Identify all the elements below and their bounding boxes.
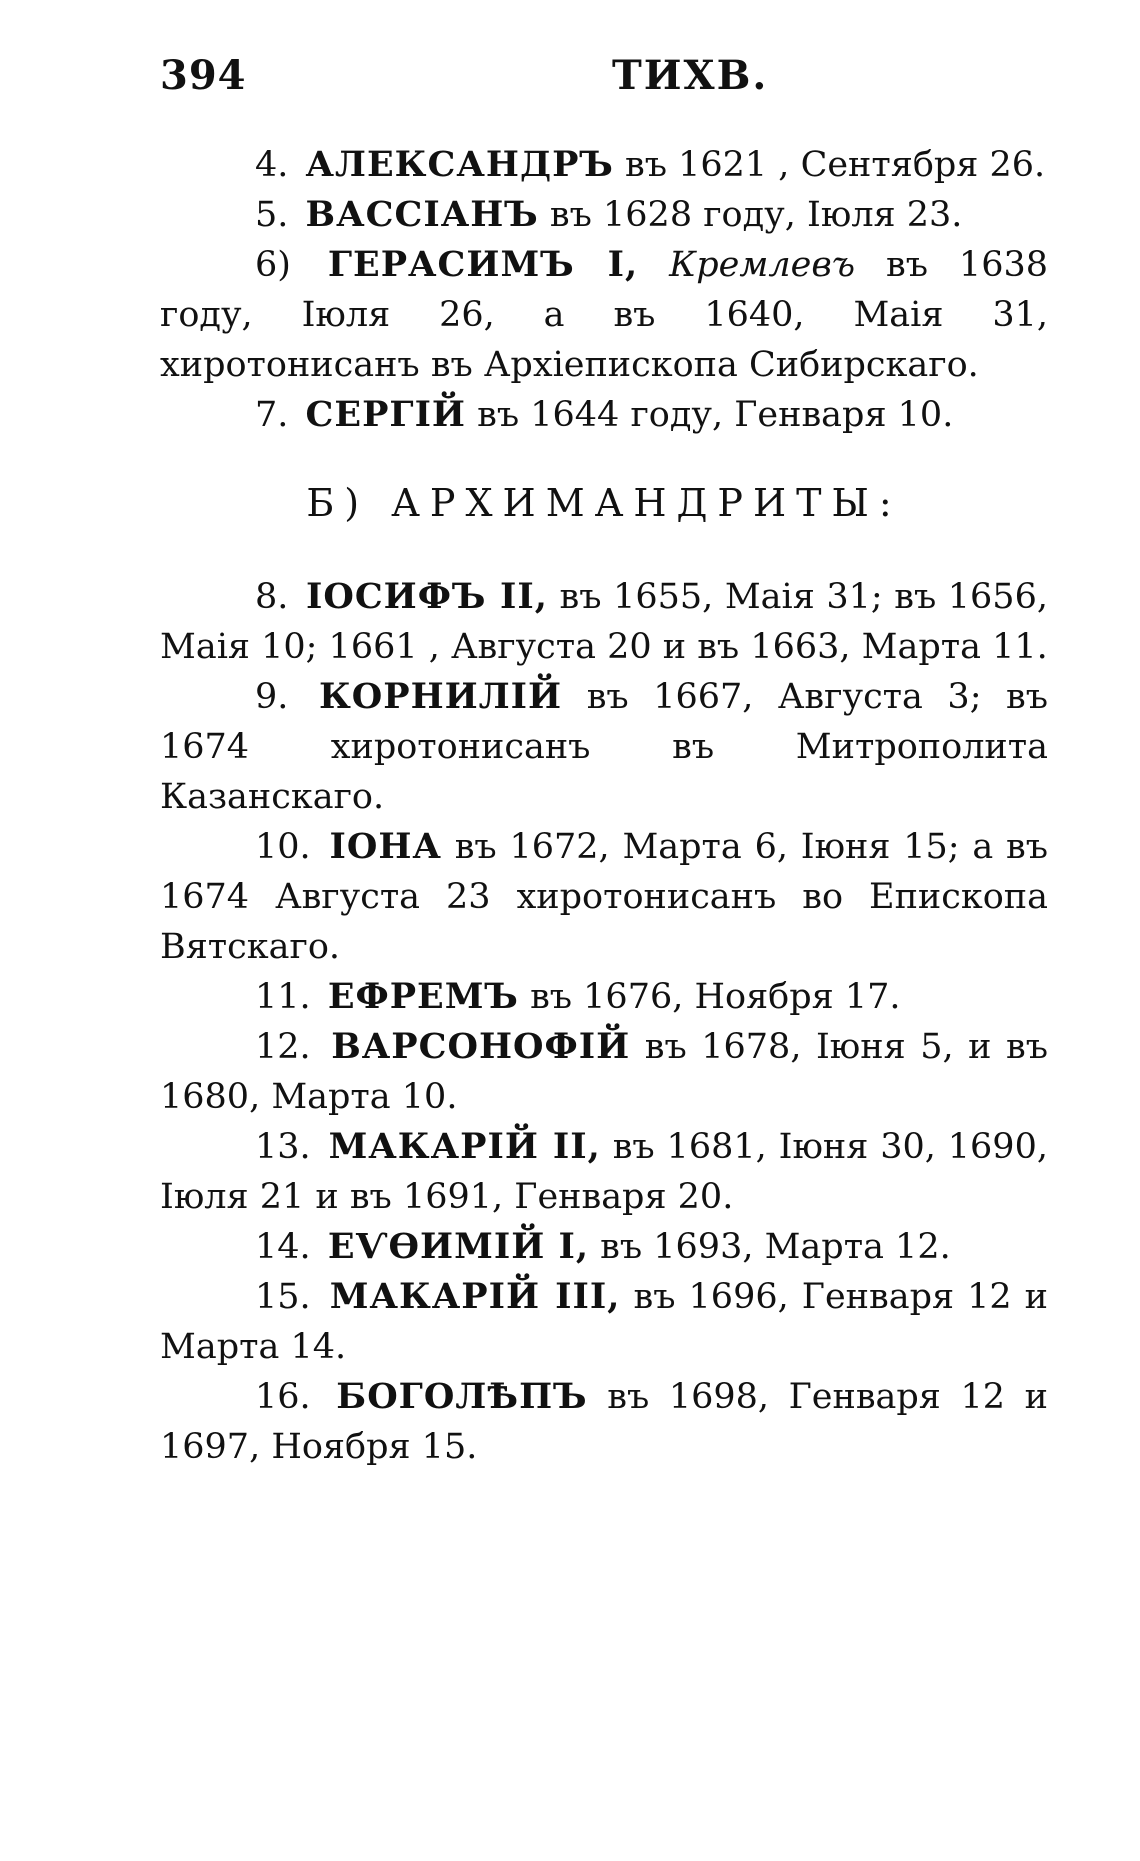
entry-text: въ 1672, Марта 6, Іюня 15; а въ 1674 Августа 23 хиротонисанъ во Епископа Вятскаго.: [160, 827, 1048, 967]
entry-number: 5.: [255, 195, 289, 235]
entry-name: СЕРГІЙ: [305, 394, 467, 435]
list-item: [160, 1372, 1048, 1472]
entry-number: 4.: [255, 145, 289, 185]
entry-text: въ 1628 году, Іюля 23.: [549, 195, 963, 235]
entry-name: АЛЕКСАНДРЪ: [305, 144, 614, 185]
entry-name: ЕФРЕМЪ: [327, 976, 519, 1017]
entry-name: ВАССІАНЪ: [305, 194, 539, 235]
list-item: [160, 672, 1048, 822]
list-item: [160, 240, 1048, 390]
entry-name: МАКАРІЙ III,: [329, 1276, 621, 1317]
entry-text: въ 1667, Августа 3; въ 1674 хиротонисанъ въ Митрополита Казанскаго.: [160, 677, 1048, 817]
list-item: [160, 190, 1048, 240]
entry-number: 10.: [255, 827, 311, 867]
entry-name: ГЕРАСИМЪ I,: [327, 244, 639, 285]
list-item: [160, 1272, 1048, 1372]
entry-name: ВАРСОНОФІЙ: [331, 1026, 631, 1067]
entry-number: 12.: [255, 1027, 311, 1067]
entry-text: въ 1681, Іюня 30, 1690, Іюля 21 и въ 1691, Генваря 20.: [160, 1127, 1048, 1217]
list-item: [160, 1022, 1048, 1122]
entry-text: въ 1621 , Сентября 26.: [625, 145, 1046, 185]
entry-name: ЕѴѲИМІЙ I,: [327, 1226, 590, 1267]
entry-text: въ 1638 году, Іюля 26, а въ 1640, Маія 31, хиротонисанъ въ Архіепископа Сибирскаго.: [160, 245, 1048, 385]
list-item: [160, 572, 1048, 672]
list-item: [160, 390, 1048, 440]
entry-text: въ 1693, Марта 12.: [600, 1227, 951, 1267]
entry-text: въ 1655, Маія 31; въ 1656, Маія 10; 1661 , Августа 20 и въ 1663, Марта 11.: [160, 577, 1048, 667]
page-body: [160, 140, 1048, 1472]
entry-number: 11.: [255, 977, 311, 1017]
entry-text: въ 1678, Іюня 5, и въ 1680, Марта 10.: [160, 1027, 1048, 1117]
list-item: [160, 1222, 1048, 1272]
section-heading: Б) АРХИМАНДРИТЫ:: [306, 481, 902, 525]
entry-number: 8.: [255, 577, 289, 617]
entry-number: 7.: [255, 395, 289, 435]
entry-text: въ 1696, Генваря 12 и Марта 14.: [160, 1277, 1048, 1367]
list-item: [160, 822, 1048, 972]
list-item: [160, 972, 1048, 1022]
entry-number: 16.: [255, 1377, 311, 1417]
entry-text: въ 1676, Ноября 17.: [530, 977, 901, 1017]
entry-name: КОРНИЛІЙ: [318, 676, 563, 717]
entry-text: въ 1698, Генваря 12 и 1697, Ноября 15.: [160, 1377, 1048, 1467]
running-head: ТИХВ.: [612, 52, 769, 99]
entry-number: 14.: [255, 1227, 311, 1267]
entry-number: 13.: [255, 1127, 311, 1167]
entry-number: 15.: [255, 1277, 311, 1317]
list-item: [160, 1122, 1048, 1222]
entry-name: БОГОЛѢПЪ: [336, 1376, 588, 1417]
list-item: [160, 140, 1048, 190]
page-number: 394: [160, 52, 247, 99]
entry-name: ІОСИФЪ II,: [305, 576, 548, 617]
entry-surname: Кремлевъ: [669, 245, 856, 285]
entry-name: МАКАРІЙ II,: [328, 1126, 601, 1167]
entry-number: 6): [255, 245, 291, 285]
entry-text: въ 1644 году, Генваря 10.: [477, 395, 954, 435]
page-header: [160, 52, 1060, 112]
entry-name: ІОНА: [329, 826, 442, 867]
entry-number: 9.: [255, 677, 289, 717]
